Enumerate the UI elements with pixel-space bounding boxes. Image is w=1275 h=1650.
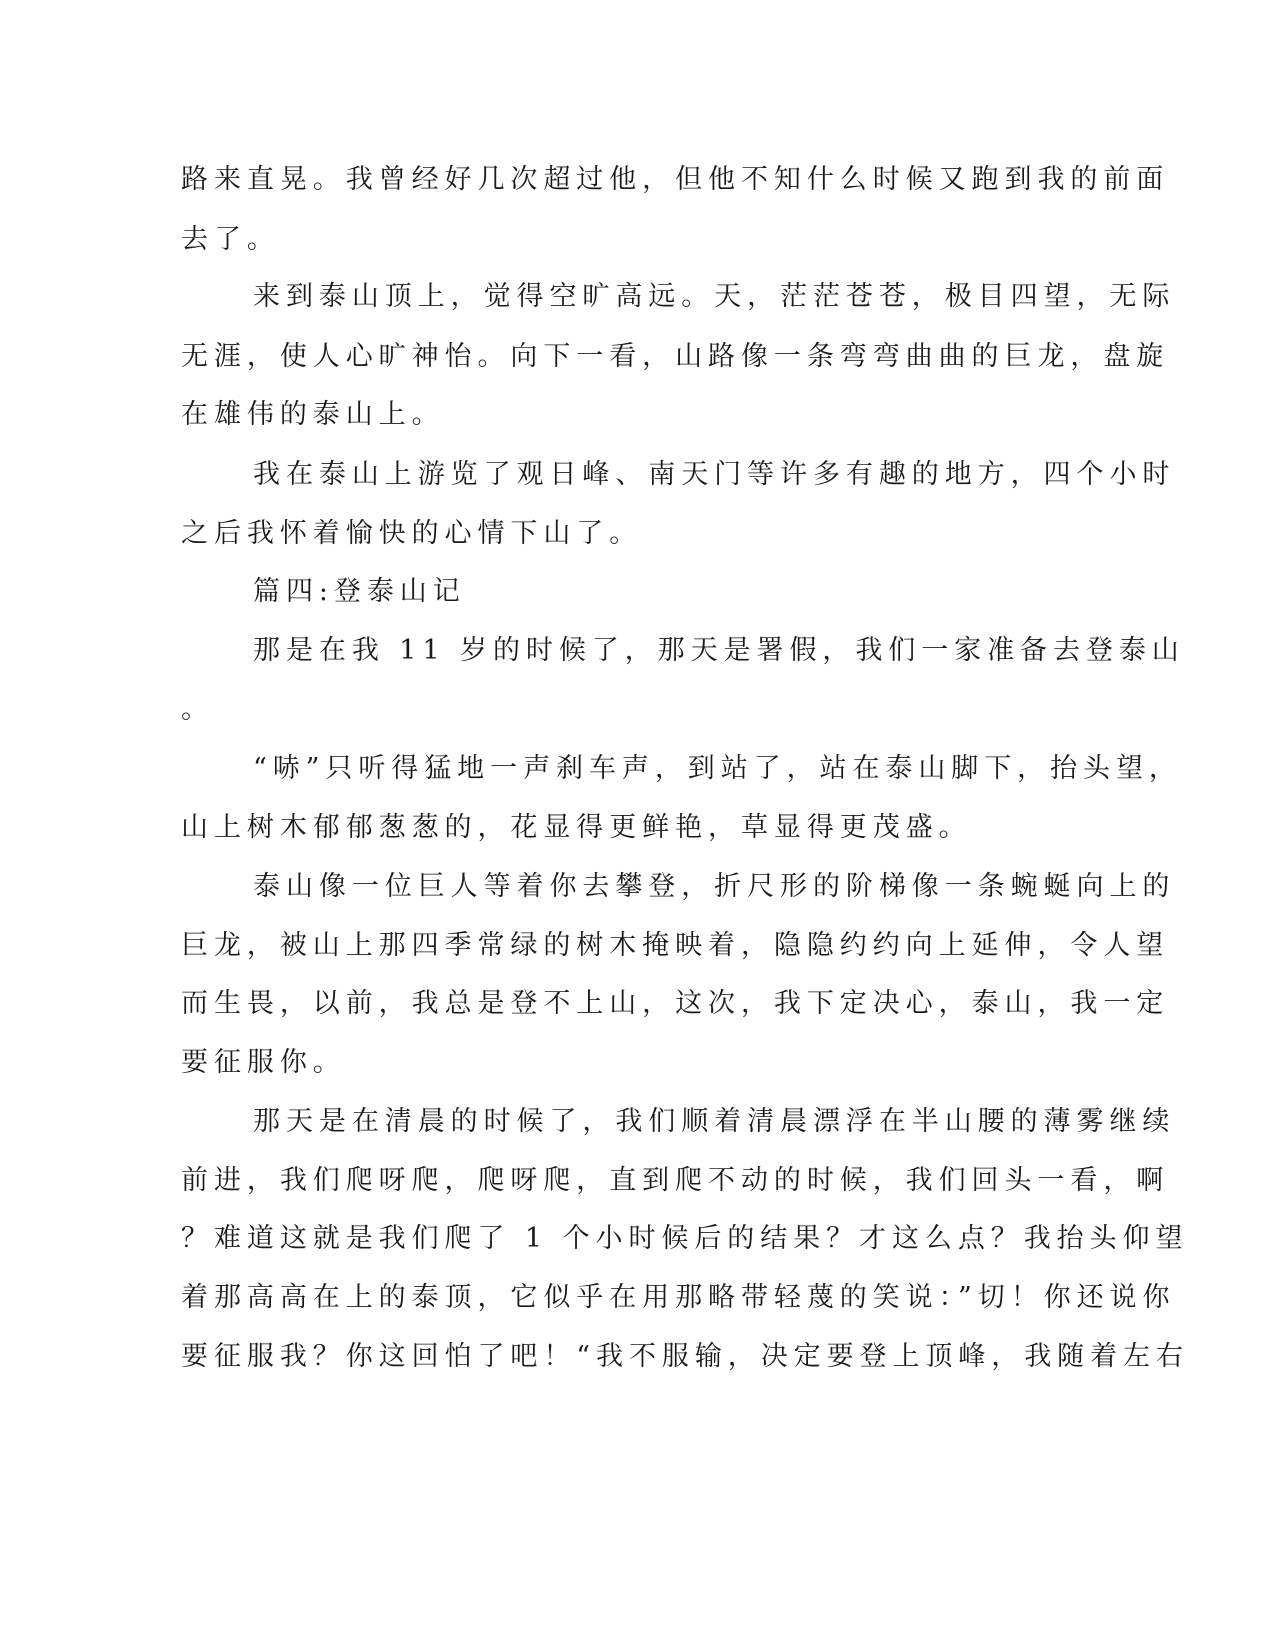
text-line: ？难道这就是我们爬了 1 个小时候后的结果？才这么点？我抬头仰望 — [181, 1223, 1189, 1254]
text-line: 那是在我 11 岁的时候了，那天是署假，我们一家准备去登泰山 — [253, 635, 1185, 666]
text-line: 之后我怀着愉快的心情下山了。 — [181, 518, 643, 549]
text-line: 山上树木郁郁葱葱的，花显得更鲜艳，草显得更茂盛。 — [181, 812, 972, 843]
text-line: 前进，我们爬呀爬，爬呀爬，直到爬不动的时候，我们回头一看，啊 — [181, 1165, 1170, 1196]
text-line: 路来直晃。我曾经好几次超过他，但他不知什么时候又跑到我的前面 — [181, 164, 1170, 195]
text-line: 。 — [181, 694, 214, 725]
text-line: 来到泰山顶上，觉得空旷高远。天，茫茫苍苍，极目四望，无际 — [253, 281, 1176, 312]
text-line: 我在泰山上游览了观日峰、南天门等许多有趣的地方，四个小时 — [253, 459, 1176, 490]
text-line: 那天是在清晨的时候了，我们顺着清晨漂浮在半山腰的薄雾继续 — [253, 1106, 1176, 1137]
text-line: 着那高高在上的泰顶，它似乎在用那略带轻蔑的笑说：”切！你还说你 — [181, 1282, 1176, 1313]
text-line: 无涯，使人心旷神怡。向下一看，山路像一条弯弯曲曲的巨龙，盘旋 — [181, 341, 1170, 372]
text-line: “哧”只听得猛地一声刹车声，到站了，站在泰山脚下，抬头望， — [253, 753, 1182, 784]
text-line: 泰山像一位巨人等着你去攀登，折尺形的阶梯像一条蜿蜒向上的 — [253, 871, 1176, 902]
text-line: 去了。 — [181, 224, 280, 255]
text-line: 巨龙，被山上那四季常绿的树木掩映着，隐隐约约向上延伸，令人望 — [181, 930, 1170, 961]
text-line: 要征服我？你这回怕了吧！“我不服输，决定要登上顶峰，我随着左右 — [181, 1341, 1189, 1372]
section-heading: 篇四:登泰山记 — [253, 576, 466, 607]
text-line: 在雄伟的泰山上。 — [181, 399, 445, 430]
text-line: 而生畏，以前，我总是登不上山，这次，我下定决心，泰山，我一定 — [181, 988, 1170, 1019]
text-line: 要征服你。 — [181, 1047, 346, 1078]
